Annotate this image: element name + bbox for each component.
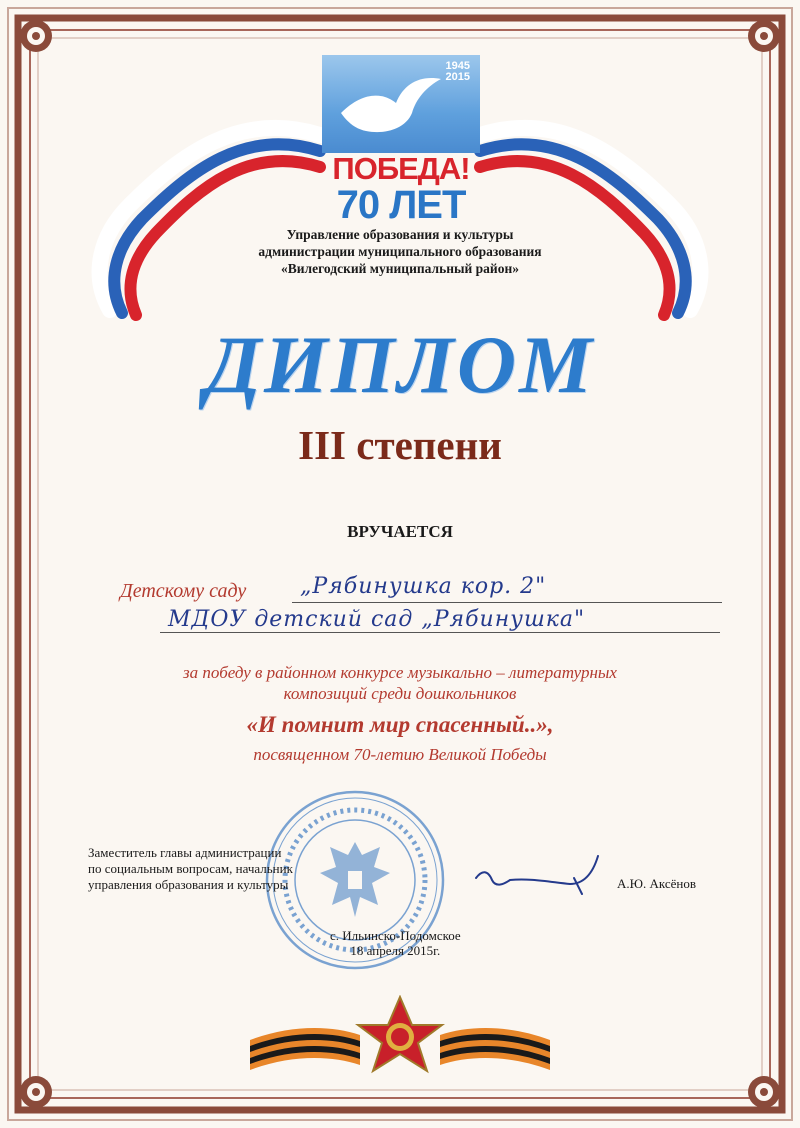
dedication: посвященном 70-летию Великой Победы	[253, 745, 547, 764]
st-george-ribbon-with-order-star	[250, 995, 550, 1075]
degree-label: III степени	[298, 422, 502, 468]
recipient-handwritten-line-1: „Рябинушка кор. 2"	[300, 574, 547, 599]
signatory-title	[88, 845, 293, 893]
underline	[292, 602, 722, 603]
order-star-icon	[358, 997, 442, 1071]
organization-line: Управление образования и культуры	[286, 227, 514, 242]
logo-subheadline: 70 ЛЕТ	[336, 183, 466, 227]
award-reason-line: за победу в районном конкурсе музыкально – литературных	[183, 663, 617, 682]
diploma-title: ДИПЛОМ	[205, 319, 595, 410]
organization-header	[0, 226, 800, 277]
underline	[160, 632, 720, 633]
handwritten-signature	[470, 848, 610, 896]
award-reason-line: композиций среди дошкольников	[283, 684, 517, 703]
organization-line: администрации муниципального образования	[258, 244, 542, 259]
contest-name: «И помнит мир спасенный..»,	[246, 712, 554, 737]
recipient-handwritten-line-2: МДОУ детский сад „Рябинушка"	[168, 607, 586, 632]
dove-icon	[336, 73, 446, 143]
signer-name: А.Ю. Аксёнов	[617, 876, 697, 891]
victory-70-logo	[322, 55, 480, 230]
logo-year-start: 1945	[445, 60, 470, 72]
logo-years	[446, 61, 470, 83]
awarded-label: ВРУЧАЕТСЯ	[347, 522, 453, 541]
signatory-title-line: управления образования и культуры	[88, 877, 289, 892]
award-reason	[0, 662, 800, 704]
issue-date: 18 апреля 2015г.	[350, 943, 441, 958]
place-and-date	[330, 928, 461, 958]
logo-headline: ПОБЕДА!	[332, 151, 470, 186]
organization-line: «Вилегодский муниципальный район»	[281, 261, 519, 276]
recipient-label: Детскому саду	[120, 580, 247, 602]
logo-year-end: 2015	[445, 71, 470, 83]
eagle-emblem-icon	[320, 842, 390, 917]
signatory-title-line: по социальным вопросам, начальник	[88, 861, 293, 876]
signatory-title-line: Заместитель главы администрации	[88, 845, 282, 860]
place: с. Ильинско-Подомское	[330, 928, 461, 943]
